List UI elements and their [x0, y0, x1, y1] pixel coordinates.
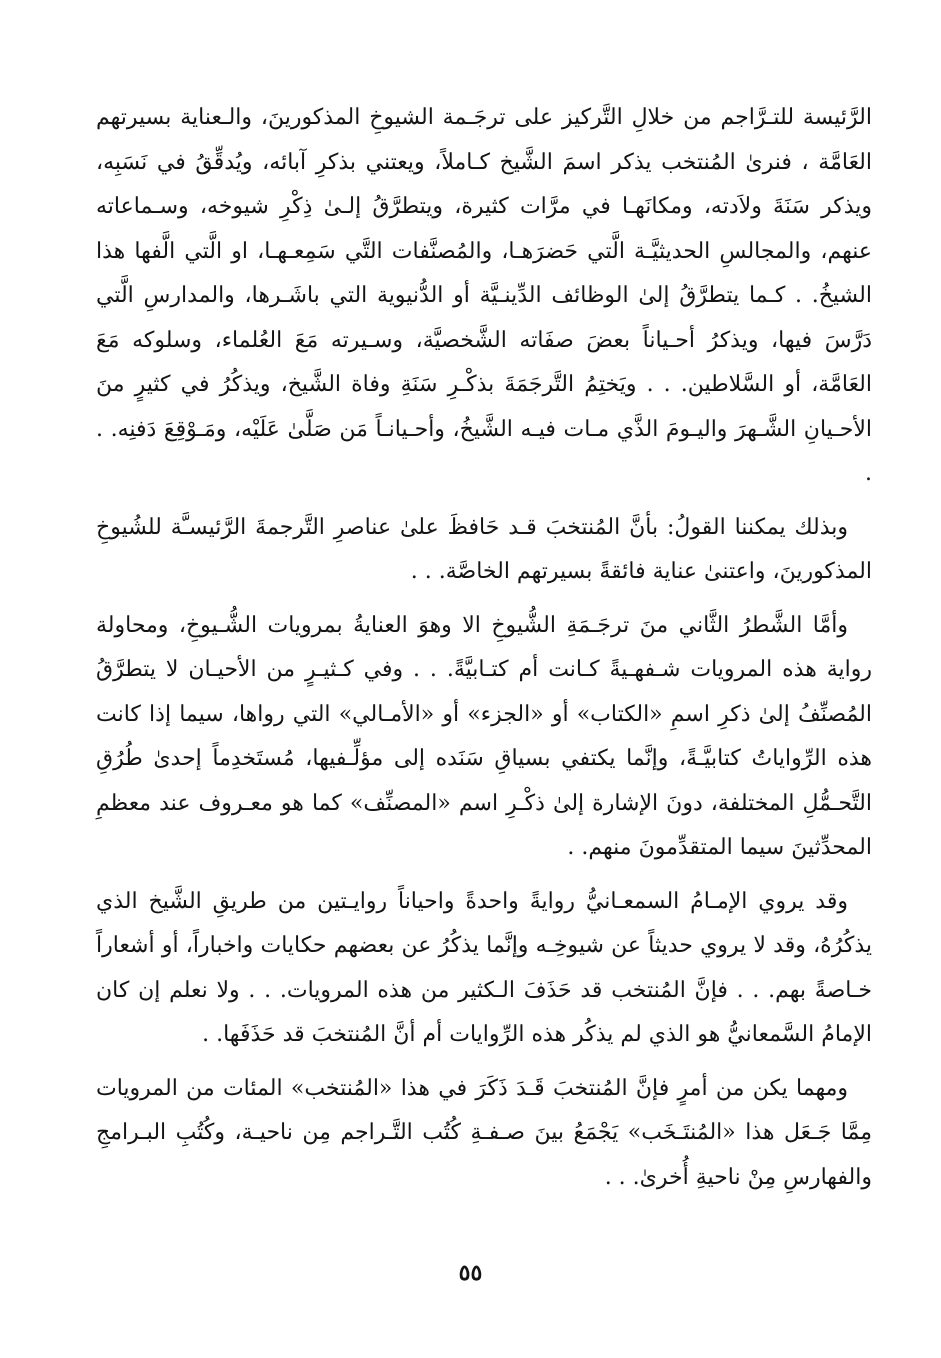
page-number: ٥٥	[458, 1260, 483, 1286]
paragraph-4: وقد يروي الإمـامُ السمعـانيُّ روايةً واحدةً واحياناً روايـتين من طريقِ الشَّيخ الذي يذكُرُهُ، وقد لا يروي حديثاً عن شيوخِـه وإنَّما يذكُرُ عن بعضهم حكايات واخباراً، أو أشعاراً خـاصةً بهم. . . فإنَّ المُنتخب قد حَذَفَ الـكثير من هذه المرويات. . . ولا نعلم إن كان الإمامُ السَّمعانيُّ هو الذي لم يذكُر هذه الرِّوايات أم أنَّ المُنتخبَ قد حَذَفَها. .	[96, 888, 873, 1047]
paragraph-1: الرَّئيسة للتـرَّاجم من خلالِ التَّركيز على ترجَـمة الشيوخِ المذكورينَ، والـعناية بسيرتهم العَامَّة ، فنرىٰ المُنتخب يذكر اسمَ الشَّيخ كـاملاً، ويعتني بذكرِ آبائه، ويُدقِّقُ في نَسَبِه، ويذكر سَنَةَ ولاَدته، ومكانَهـا في مرَّات كثيرة، ويتطرَّقُ إلـىٰ ذِكْرِ شيوخه، وسـماعاته عنهم، والمجالسِ الحديثيَّـة الَّتي حَضرَهـا، والمُصنَّفات التَّي سَمِعـهـا، او الَّتي الَّفها هذا الشيخُ. . كـما يتطرَّقُ إلىٰ الوظائف الدِّينـيَّة أو الدُّنيوية التي باشَـرها، والمدارسِ الَّتي دَرَّسَ فيها، ويذكرُ أحـياناً بعضَ صفَاته الشَّخصيَّة، وسـيرته مَعَ العُلماء، وسلوكه مَعَ العَامَّة، أو السَّلاطين. . . ويَختِمُ التَّرجَمَةَ بذكْـرِ سَنَةِ وفاة الشَّيخ، ويذكُرُ في كثيرٍ منَ الأحـيانِ الشَّـهرَ واليـومَ الذَّي مـات فيـه الشَّيخُ، وأحـيانـاً مَن صَلَّىٰ عَلَيْه، ومَـوْقِعَ دَفنِه. . .	[96, 105, 872, 486]
paragraph-5: ومهما يكن من أمرٍ فإنَّ المُنتخبَ قَـدَ ذَكَرَ في هذا «المُنتخب» المئات من المرويات مِمَّا جَـعَل هذا «المُنتَـخَب» يَجْمَعُ بينَ صـفـةِ كُتُب التَّـراجم مِن ناحيـة، وكُتُبِ البـرامجِ والفهارسِ مِنْ ناحيةِ أُخرىٰ. . .	[96, 1075, 872, 1190]
document-page	[96, 96, 872, 1276]
paragraph-2: وبذلك يمكننا القولُ: بأنَّ المُنتخبَ قـد حَافظَ علىٰ عناصرِ التَّرجمةَ الرَّئيسـَّة للشُيوخِ المذكورينَ، واعتنىٰ عناية فائقةً بسيرتهم الخاصَّة. . .	[96, 514, 872, 584]
paragraph-3: وأمَّا الشَّطرُ الثَّاني منَ ترجَـمَةِ الشُّيوخِ الا وهوَ العنايةُ بمرويات الشُّـيوخِ، ومحاولة رواية هذه المرويات شـفهـيةً كـانت أم كتـابيَّةً. . . وفي كـثيـرٍ من الأحيـان لا يتطرَّقُ المُصنِّفُ إلىٰ ذكرِ اسمِ «الكتاب» أو «الجزء» أو «الأمـالي» التي رواها، سيما إذا كانت هذه الرِّواياتُ كتابيَّـةً، وإنَّما يكتفي بسياقِ سَنَده إلى مؤلِّـفيها، مُستَخدِماً إحدىٰ طُرُقِ التَّحـمُّلِ المختلفة، دونَ الإشارة إلىٰ ذكْـرِ اسم «المصنِّف» كما هو معـروف عند معظمِ المحدِّثينَ سيما المتقدِّمونَ منهم. .	[96, 612, 872, 860]
